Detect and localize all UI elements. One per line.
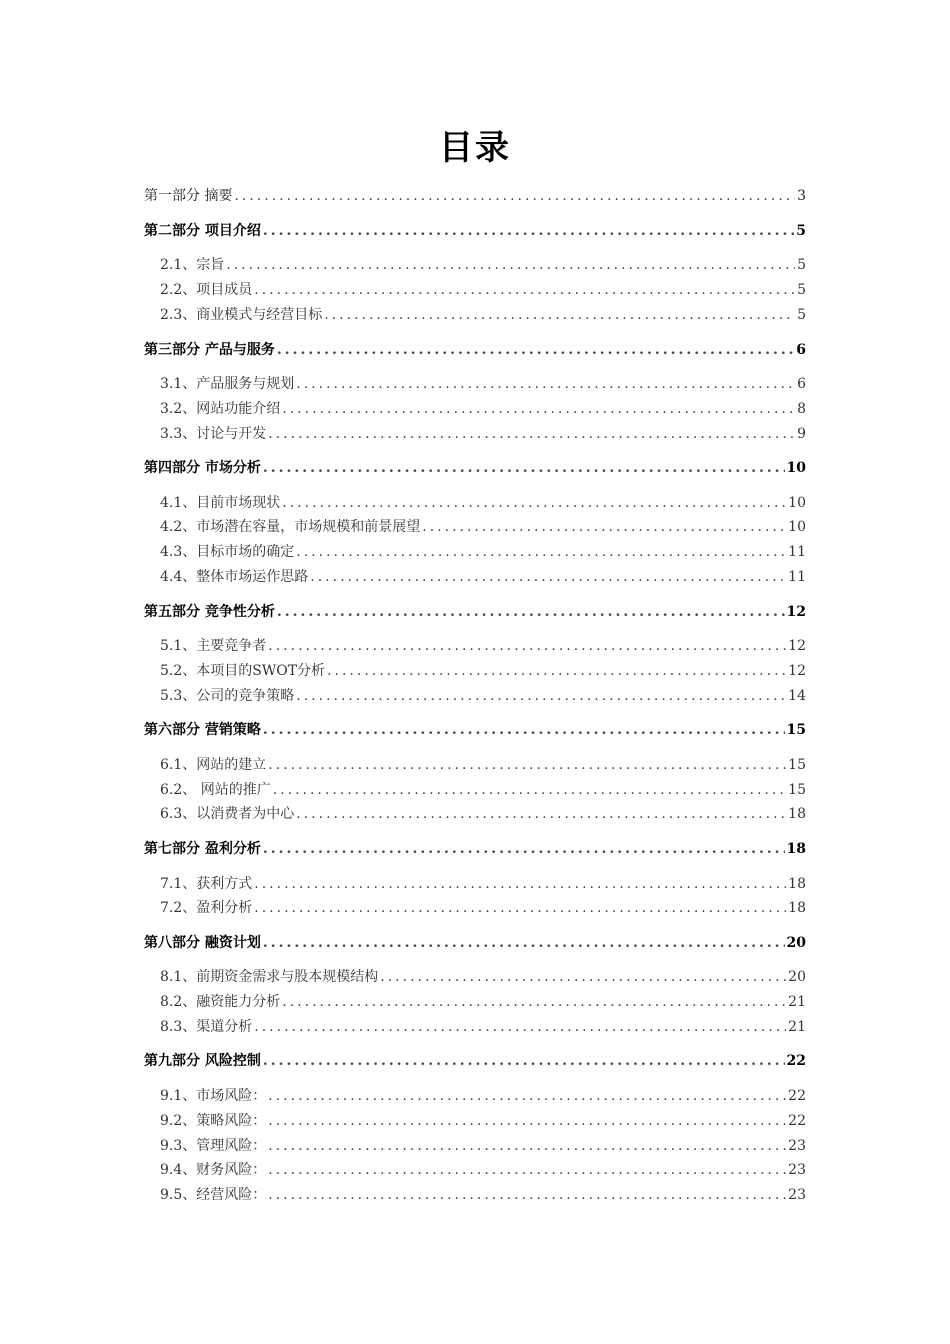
toc-page-number: 12 <box>788 663 806 679</box>
toc-dot-leader <box>324 304 795 326</box>
toc-dot-leader <box>263 719 785 741</box>
toc-entry-label: 5.1、主要竞争者 <box>160 638 267 654</box>
toc-page-number: 18 <box>788 806 806 822</box>
toc-entry-8-1[interactable] <box>160 966 806 988</box>
toc-page-number: 10 <box>788 495 806 511</box>
toc-entry-label: 第九部分 风险控制 <box>144 1053 261 1069</box>
toc-entry-9-3[interactable] <box>160 1135 806 1157</box>
toc-dot-leader <box>268 1085 786 1107</box>
toc-page-number: 5 <box>797 282 806 298</box>
toc-entry-3-3[interactable] <box>160 423 806 445</box>
toc-entry-8-2[interactable] <box>160 991 806 1013</box>
toc-dot-leader <box>296 685 786 707</box>
toc-dot-leader <box>268 754 786 776</box>
toc-page-number: 8 <box>797 401 806 417</box>
toc-entry-label: 第七部分 盈利分析 <box>144 841 261 857</box>
toc-entry-label: 第二部分 项目介绍 <box>144 223 261 239</box>
toc-entry-part-9[interactable] <box>144 1050 806 1072</box>
toc-entry-label: 8.2、融资能力分析 <box>160 994 281 1010</box>
toc-entry-label: 8.1、前期资金需求与股本规模结构 <box>160 969 379 985</box>
toc-page-number: 15 <box>788 757 806 773</box>
toc-entry-part-6[interactable] <box>144 719 806 741</box>
toc-entry-2-3[interactable] <box>160 304 806 326</box>
toc-entry-part-1[interactable] <box>144 185 806 207</box>
toc-dot-leader <box>296 803 786 825</box>
toc-dot-leader <box>268 1184 786 1206</box>
toc-dot-leader <box>234 185 795 207</box>
toc-dot-leader <box>277 601 785 623</box>
toc-entry-part-5[interactable] <box>144 601 806 623</box>
toc-entry-4-4[interactable] <box>160 566 806 588</box>
toc-page-number: 18 <box>788 900 806 916</box>
toc-page-number: 15 <box>786 722 806 738</box>
toc-dot-leader <box>263 932 785 954</box>
toc-entry-4-2[interactable] <box>160 516 806 538</box>
toc-entry-5-3[interactable] <box>160 685 806 707</box>
toc-dot-leader <box>282 492 786 514</box>
toc-page-number: 5 <box>796 223 806 239</box>
toc-dot-leader <box>263 1050 785 1072</box>
toc-entry-5-2[interactable] <box>160 660 806 682</box>
toc-page-number: 5 <box>797 257 806 273</box>
toc-page-number: 23 <box>788 1138 806 1154</box>
toc-entry-label: 6.2、 网站的推广 <box>160 782 271 798</box>
toc-entry-label: 9.2、策略风险： <box>160 1113 267 1129</box>
toc-entry-label: 5.3、公司的竞争策略 <box>160 688 295 704</box>
toc-dot-leader <box>268 423 795 445</box>
toc-entry-label: 9.5、经营风险： <box>160 1187 267 1203</box>
toc-page-number: 23 <box>788 1187 806 1203</box>
toc-entry-6-1[interactable] <box>160 754 806 776</box>
toc-page-number: 18 <box>786 841 806 857</box>
toc-dot-leader <box>296 373 795 395</box>
toc-entry-label: 8.3、渠道分析 <box>160 1019 253 1035</box>
toc-dot-leader <box>226 254 795 276</box>
toc-entry-label: 4.4、整体市场运作思路 <box>160 569 309 585</box>
toc-page-number: 21 <box>788 994 806 1010</box>
toc-entry-label: 第一部分 摘要 <box>144 188 233 204</box>
toc-entry-6-2[interactable] <box>160 779 806 801</box>
toc-dot-leader <box>277 339 794 361</box>
toc-page-number: 22 <box>786 1053 806 1069</box>
toc-entry-9-1[interactable] <box>160 1085 806 1107</box>
toc-entry-label: 第五部分 竞争性分析 <box>144 604 275 620</box>
toc-entry-label: 5.2、本项目的SWOT分析 <box>160 663 326 679</box>
toc-page-number: 12 <box>786 604 806 620</box>
toc-page-number: 11 <box>788 544 806 560</box>
toc-page-number: 6 <box>796 342 806 358</box>
toc-page-number: 6 <box>797 376 806 392</box>
toc-entry-label: 2.2、项目成员 <box>160 282 253 298</box>
toc-page-number: 15 <box>788 782 806 798</box>
toc-page-number: 9 <box>797 426 806 442</box>
toc-page-number: 20 <box>786 935 806 951</box>
toc-entry-9-5[interactable] <box>160 1184 806 1206</box>
toc-entry-9-4[interactable] <box>160 1159 806 1181</box>
toc-entry-8-3[interactable] <box>160 1016 806 1038</box>
toc-entry-label: 9.3、管理风险： <box>160 1138 267 1154</box>
toc-page-number: 10 <box>788 519 806 535</box>
toc-entry-label: 9.4、财务风险： <box>160 1162 267 1178</box>
toc-title: 目录 <box>439 128 511 168</box>
toc-entry-label: 第八部分 融资计划 <box>144 935 261 951</box>
toc-dot-leader <box>254 1016 786 1038</box>
toc-page-number: 21 <box>788 1019 806 1035</box>
toc-entry-label: 2.1、宗旨 <box>160 257 225 273</box>
toc-dot-leader <box>273 779 786 801</box>
toc-page-number: 22 <box>788 1088 806 1104</box>
toc-dot-leader <box>268 1135 786 1157</box>
toc-dot-leader <box>254 279 795 301</box>
toc-entry-label: 第三部分 产品与服务 <box>144 342 275 358</box>
toc-entry-6-3[interactable] <box>160 803 806 825</box>
toc-entry-3-2[interactable] <box>160 398 806 420</box>
toc-entry-7-2[interactable] <box>160 897 806 919</box>
toc-entry-4-3[interactable] <box>160 541 806 563</box>
toc-entry-part-3[interactable] <box>144 339 806 361</box>
toc-dot-leader <box>422 516 786 538</box>
toc-entry-label: 3.2、网站功能介绍 <box>160 401 281 417</box>
toc-entry-part-4[interactable] <box>144 457 806 479</box>
toc-dot-leader <box>296 541 786 563</box>
toc-page-number: 12 <box>788 638 806 654</box>
toc-entry-label: 3.3、讨论与开发 <box>160 426 267 442</box>
toc-entry-label: 3.1、产品服务与规划 <box>160 376 295 392</box>
toc-entry-7-1[interactable] <box>160 873 806 895</box>
toc-dot-leader <box>268 1110 786 1132</box>
toc-entry-2-2[interactable] <box>160 279 806 301</box>
toc-entry-label: 4.3、目标市场的确定 <box>160 544 295 560</box>
toc-dot-leader <box>282 398 795 420</box>
toc-entry-label: 7.1、获利方式 <box>160 876 253 892</box>
toc-entry-label: 4.1、目前市场现状 <box>160 495 281 511</box>
toc-dot-leader <box>380 966 786 988</box>
toc-entry-5-1[interactable] <box>160 635 806 657</box>
toc-entry-4-1[interactable] <box>160 492 806 514</box>
toc-entry-label: 第六部分 营销策略 <box>144 722 261 738</box>
toc-entry-label: 7.2、盈利分析 <box>160 900 253 916</box>
toc-entry-label: 6.3、以消费者为中心 <box>160 806 295 822</box>
toc-entry-3-1[interactable] <box>160 373 806 395</box>
toc-entry-2-1[interactable] <box>160 254 806 276</box>
toc-dot-leader <box>282 991 786 1013</box>
toc-entry-label: 9.1、市场风险： <box>160 1088 267 1104</box>
toc-entry-label: 4.2、市场潜在容量，市场规模和前景展望 <box>160 519 421 535</box>
toc-page-number: 5 <box>797 307 806 323</box>
toc-entry-label: 6.1、网站的建立 <box>160 757 267 773</box>
toc-page-number: 11 <box>788 569 806 585</box>
toc-entry-part-8[interactable] <box>144 932 806 954</box>
toc-page-number: 20 <box>788 969 806 985</box>
toc-dot-leader <box>254 897 786 919</box>
toc-entry-9-2[interactable] <box>160 1110 806 1132</box>
toc-page-number: 10 <box>786 460 806 476</box>
toc-dot-leader <box>268 635 786 657</box>
toc-dot-leader <box>263 457 785 479</box>
toc-dot-leader <box>263 220 794 242</box>
toc-dot-leader <box>327 660 786 682</box>
toc-page-number: 23 <box>788 1162 806 1178</box>
toc-page-number: 14 <box>788 688 806 704</box>
toc-page-number: 18 <box>788 876 806 892</box>
toc-entry-label: 2.3、商业模式与经营目标 <box>160 307 323 323</box>
toc-page-number: 3 <box>797 188 806 204</box>
toc-page-number: 22 <box>788 1113 806 1129</box>
toc-entry-part-2[interactable] <box>144 220 806 242</box>
toc-dot-leader <box>254 873 786 895</box>
toc-entry-label: 第四部分 市场分析 <box>144 460 261 476</box>
toc-dot-leader <box>310 566 786 588</box>
toc-entry-part-7[interactable] <box>144 838 806 860</box>
toc-dot-leader <box>263 838 785 860</box>
toc-dot-leader <box>268 1159 786 1181</box>
